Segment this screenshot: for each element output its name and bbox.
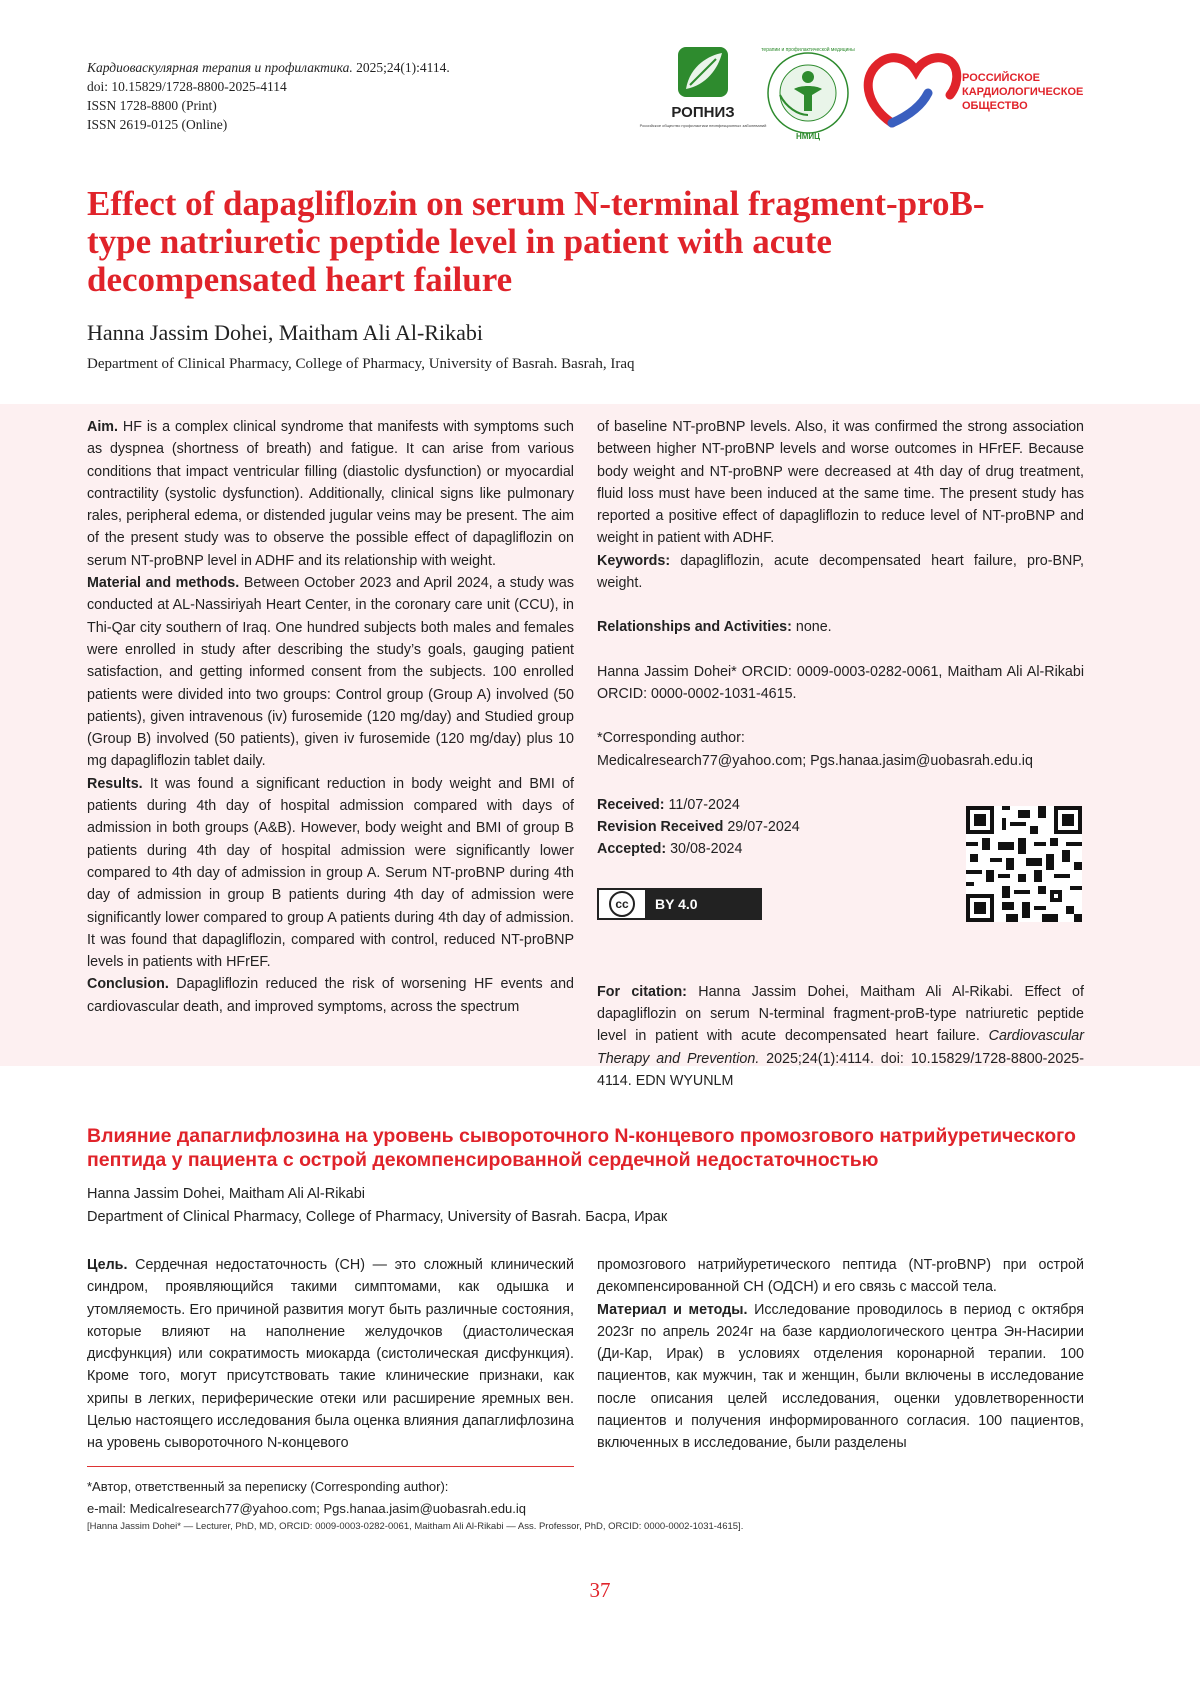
received-label: Received: — [597, 796, 665, 813]
nmic-logo — [761, 46, 855, 141]
footnote-line-1: *Автор, ответственный за переписку (Corresponding author): — [87, 1479, 449, 1494]
aim-text: HF is a complex clinical syndrome that manifests with symptoms such as dyspnea (shortness of breath) and fatigue. It can arise from various conditions that impact ventricular filling (diastolic dysfunction) or myocardial contractility (systolic dysfunction). Additionally, clinical signs like pulmonary rales, peripheral edema, or distended jugular veins may be present. The aim of the present study was to observe the possible effect of dapagliflozin on serum NT-proBNP level in ADHF and its relationship with weight. — [87, 419, 574, 569]
footnote-email[interactable]: e-mail: Medicalresearch77@yahoo.com; Pgs.hanaa.jasim@uobasrah.edu.iq — [87, 1501, 527, 1516]
russian-aim-continued: промозгового натрийуретического пептида (NT-proBNP) при острой декомпенсированной СН (ОДСН) и его связь с массой тела. — [597, 1257, 1084, 1296]
received-date: 11/07-2024 — [664, 796, 740, 813]
russian-title: Влияние дапаглифлозина на уровень сывороточного N-концевого промозгового натрийуретического пептида у пациента с острой декомпенсированной сердечной недостаточностью — [87, 1125, 1076, 1171]
doi: doi: 10.15829/1728-8800-2025-4114 — [87, 79, 287, 94]
footnote — [87, 1476, 526, 1520]
citation-journal: Cardiovascular Therapy and Prevention. — [597, 1028, 1084, 1067]
accepted-date: 30/08-2024 — [666, 841, 743, 858]
keywords-text: dapagliflozin, acute decompensated heart failure, pro-BNP, weight. — [597, 552, 1084, 592]
ropniz-label: РОПНИЗ — [671, 104, 735, 121]
russian-left-column — [87, 1254, 574, 1455]
citation-label: For citation: — [597, 983, 687, 1000]
cc-icon: cc — [609, 891, 635, 917]
keywords-label: Keywords: — [597, 552, 671, 569]
citation-paragraph — [597, 981, 1084, 1092]
conclusion-continued: of baseline NT-proBNP levels. Also, it was confirmed the strong association between higher NT-proBNP levels and worse outcomes in HFrEF. Because body weight and NT-proBNP were decreased at 4th day of drug treatment, fluid loss must have been induced at the same time. The present study has reported a positive effect of dapagliflozin to reduce level of NT-proBNP and weight in patient with ADHF. — [597, 419, 1084, 547]
results-text: It was found a significant reduction in body weight and BMI of patients during 4th day of hospital admission compared with days of admission in both groups (A&B). However, body weight and BMI of group B patients during 4th day of hospital admission were significantly lower compared to 4th day of admission in group A. Serum NT-proBNP during 4th day of admission in group B patients during 4th day of admission were significantly lower compared to group A patients during 4th day of admission. It was found that dapagliflozin, compared with control, reduced NT-proBNP levels in patients with HFrEF. — [87, 775, 574, 971]
russian-aim-text: Сердечная недостаточность (СН) — это сложный клинический синдром, проявляющийся такими симптомами, как одышка и утомляемость. Его причиной развития могут быть различные состояния, которые влияют на наполнение желудочков (диастолическая дисфункция) или сократимость миокарда (систолическая дисфункция). Кроме того, могут присутствовать такие клинические признаки, как хрипы в легких, периферические отеки или расширение яремных вен. Целью настоящего исследования была оценка влияния дапаглифлозина на уровень сывороточного N-концевого — [87, 1257, 574, 1452]
methods-label: Material and methods. — [87, 575, 240, 592]
journal-citation-line — [87, 58, 450, 77]
aim-label: Aim. — [87, 419, 118, 435]
results-paragraph — [87, 773, 574, 974]
results-label: Results. — [87, 775, 143, 792]
revision-label: Revision Received — [597, 819, 724, 836]
rko-line3: ОБЩЕСТВО — [962, 100, 1028, 112]
ropniz-subtitle: Российское общество профилактики неинфекционных заболеваний — [639, 123, 767, 128]
citation-end: 2025;24(1):4114. doi: 10.15829/1728-8800-2025-4114. EDN WYUNLM — [597, 1050, 1084, 1089]
methods-paragraph — [87, 572, 574, 773]
rko-logo — [868, 58, 1083, 123]
accepted-label: Accepted: — [597, 841, 667, 858]
page-number: 37 — [589, 1578, 611, 1602]
corresponding-email[interactable]: Medicalresearch77@yahoo.com; Pgs.hanaa.jasim@uobasrah.edu.iq — [597, 752, 1033, 769]
abstract-right-column — [597, 416, 1084, 1092]
footnote-divider — [87, 1466, 574, 1467]
methods-text: Between October 2023 and April 2024, a study was conducted at AL-Nassiriyah Heart Center, in the coronary care unit (CCU), in Thi-Qar city southern of Iraq. One hundred subjects both males and females were enrolled in study after describing the study’s goals, gauging patient satisfaction, and getting informed consent from the subjects. 100 enrolled patients were divided into two groups: Control group (Group A) involved (50 patients), given intravenous (iv) furosemide (120 mg/day) and Studied group (Group B) involved (50 patients), given iv furosemide (120 mg/day) plus 10 mg dapagliflozin tablet daily. — [87, 575, 574, 770]
russian-affiliation: Department of Clinical Pharmacy, College of Pharmacy, University of Basrah. Басра, Ирак — [87, 1209, 668, 1225]
corresponding-label: *Corresponding author: — [597, 730, 745, 747]
russian-authors: Hanna Jassim Dohei, Maitham Ali Al-Rikabi — [87, 1186, 366, 1202]
qr-code-icon — [966, 806, 1082, 922]
orcid-paragraph: Hanna Jassim Dohei* ORCID: 0009-0003-0282-0061, Maitham Ali Al-Rikabi ORCID: 0000-0002-1031-4615. — [597, 663, 1084, 702]
person-icon — [802, 71, 814, 83]
journal-title: Кардиоваскулярная терапия и профилактика. — [87, 60, 353, 75]
relationships-text: none. — [791, 619, 832, 636]
rko-line1: РОССИЙСКОЕ — [962, 72, 1040, 84]
issn-online: ISSN 2619-0125 (Online) — [87, 117, 228, 132]
russian-aim-label: Цель. — [87, 1257, 128, 1273]
cc-license-badge[interactable] — [597, 888, 762, 920]
issn-print: ISSN 1728-8800 (Print) — [87, 98, 217, 113]
article-title: Effect of dapagliflozin on serum N-terminal fragment-proB-type natriuretic peptide level in patient with acute decompensated heart failure — [87, 184, 985, 299]
russian-methods-paragraph — [597, 1299, 1084, 1455]
citation-text: Hanna Jassim Dohei, Maitham Ali Al-Rikabi. Effect of dapagliflozin on serum N-terminal fragment-proB-type natriuretic peptide level in patient with acute decompensated heart failure. — [597, 983, 1084, 1045]
license-label: BY 4.0 — [655, 896, 698, 912]
rko-line2: КАРДИОЛОГИЧЕСКОЕ — [962, 86, 1084, 98]
russian-methods-label: Материал и методы. — [597, 1301, 748, 1318]
nmic-ring-text: терапии и профилактической медицины — [761, 47, 855, 53]
conclusion-label: Conclusion. — [87, 976, 169, 993]
conclusion-paragraph — [87, 973, 574, 1018]
relationships-label: Relationships and Activities: — [597, 619, 792, 636]
aim-paragraph — [87, 416, 574, 572]
russian-right-column — [597, 1254, 1084, 1455]
journal-issue: 2025;24(1):4114. — [352, 60, 450, 75]
qr-code[interactable] — [966, 806, 1082, 922]
abstract-left-column — [87, 416, 574, 1018]
russian-methods-text: Исследование проводилось в период с октября 2023г по апрель 2024г на базе кардиологического центра Эн-Насирии (Ди-Кар, Ирак) в условиях отделения коронарной терапии. 100 пациентов, как мужчин, так и женщин, были включены в исследование после описания целей исследования, оценки удовлетворенности пациентов и получения информированного согласия. 100 пациентов, включенных в исследование, были разделены — [597, 1301, 1084, 1452]
journal-info — [87, 58, 450, 134]
society-logos — [639, 45, 1130, 145]
keywords-paragraph — [597, 550, 1084, 595]
conclusion-text: Dapagliflozin reduced the risk of worsening HF events and cardiovascular death, and improved symptoms, across the spectrum — [87, 976, 574, 1015]
nmic-label: НМИЦ — [795, 132, 821, 141]
footnote-author-details: [Hanna Jassim Dohei* — Lecturer, PhD, MD, ORCID: 0009-0003-0282-0061, Maitham Ali Al-Rikabi — Ass. Professor, PhD, ORCID: 0000-0002-1031-4615]. — [87, 1521, 744, 1532]
russian-aim-paragraph — [87, 1254, 574, 1455]
revision-date: 29/07-2024 — [723, 819, 800, 836]
article-authors: Hanna Jassim Dohei, Maitham Ali Al-Rikabi — [87, 320, 483, 345]
article-affiliation: Department of Clinical Pharmacy, College of Pharmacy, University of Basrah. Basrah, Iraq — [87, 356, 635, 372]
relationships-paragraph — [597, 616, 1084, 638]
ropniz-logo — [640, 47, 767, 128]
